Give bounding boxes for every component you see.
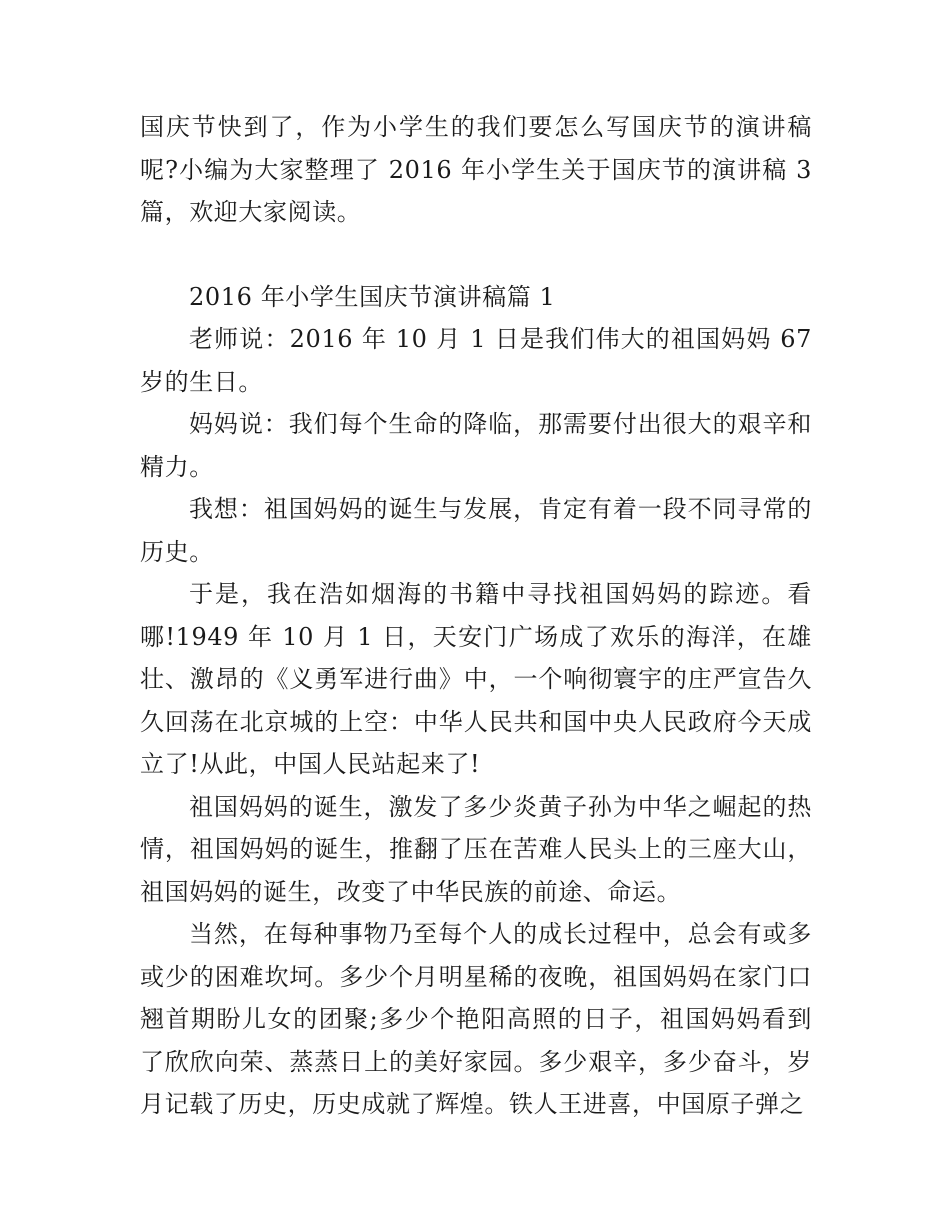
intro-paragraph: 国庆节快到了，作为小学生的我们要怎么写国庆节的演讲稿呢?小编为大家整理了 2016 年小学生关于国庆节的演讲稿 3 篇，欢迎大家阅读。 <box>140 113 812 226</box>
section-heading: 2016 年小学生国庆节演讲稿篇 1 <box>189 282 556 311</box>
body-paragraph: 当然，在每种事物乃至每个人的成长过程中，总会有或多或少的困难坎坷。多少个月明星稀的夜晚，祖国妈妈在家门口翘首期盼儿女的团聚;多少个艳阳高照的日子，祖国妈妈看到了欣欣向荣、蒸蒸日上的美好家园。多少艰辛，多少奋斗，岁月记载了历史，历史成就了辉煌。铁人王进喜，中国原子弹之 <box>140 920 812 1118</box>
body-paragraph: 祖国妈妈的诞生，激发了多少炎黄子孙为中华之崛起的热情，祖国妈妈的诞生，推翻了压在苦难人民头上的三座大山，祖国妈妈的诞生，改变了中华民族的前途、命运。 <box>140 792 812 906</box>
body-paragraph: 我想：祖国妈妈的诞生与发展，肯定有着一段不同寻常的历史。 <box>140 495 812 566</box>
document-body <box>140 106 812 1126</box>
body-paragraph: 于是，我在浩如烟海的书籍中寻找祖国妈妈的踪迹。看哪!1949 年 10 月 1 日，天安门广场成了欢乐的海洋，在雄壮、激昂的《义勇军进行曲》中，一个响彻寰宇的庄严宣告久久回荡在北京城的上空：中华人民共和国中央人民政府今天成立了!从此，中国人民站起来了! <box>140 580 812 778</box>
body-paragraph: 妈妈说：我们每个生命的降临，那需要付出很大的艰辛和精力。 <box>140 410 812 481</box>
body-paragraph: 老师说：2016 年 10 月 1 日是我们伟大的祖国妈妈 67 岁的生日。 <box>140 325 812 396</box>
